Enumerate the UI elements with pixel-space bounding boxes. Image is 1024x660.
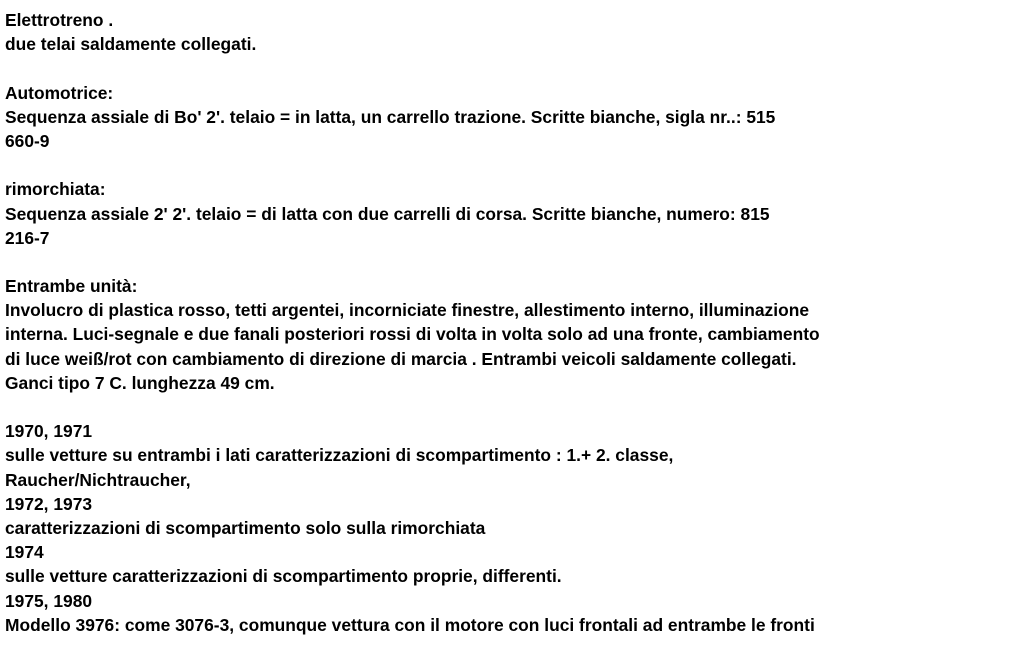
both-units-text-line: interna. Luci-segnale e due fanali posteriori rossi di volta in volta solo ad una fronte, cambiamento <box>5 324 820 345</box>
document-title: Elettrotreno . <box>5 10 114 30</box>
history-text-1970-continued: Raucher/Nichtraucher, <box>5 469 191 490</box>
history-text-1972: caratterizzazioni di scompartimento solo sulla rimorchiata <box>5 517 486 538</box>
trailer-heading: rimorchiata: <box>5 179 106 200</box>
spacer <box>5 395 1021 419</box>
spacer <box>5 250 1021 274</box>
motor-car-description-continued: 660-9 <box>5 130 50 151</box>
trailer-description: Sequenza assiale 2' 2'. telaio = di latta con due carrelli di corsa. Scritte bianche, numero: 815 <box>5 203 770 224</box>
document-body <box>5 8 1021 637</box>
year-heading-1972: 1972, 1973 <box>5 493 93 514</box>
year-heading-1974: 1974 <box>5 542 44 563</box>
year-heading-1970: 1970, 1971 <box>5 421 93 442</box>
both-units-text-line: Ganci tipo 7 C. lunghezza 49 cm. <box>5 372 275 393</box>
spacer <box>5 56 1021 80</box>
both-units-text-line: di luce weiß/rot con cambiamento di direzione di marcia . Entrambi veicoli saldamente collegati. <box>5 348 797 369</box>
document-subtitle: due telai saldamente collegati. <box>5 34 257 55</box>
both-units-text-line: Involucro di plastica rosso, tetti argentei, incorniciate finestre, allestimento interno, illuminazione <box>5 300 810 321</box>
spacer <box>5 153 1021 177</box>
both-units-heading: Entrambe unità: <box>5 276 138 297</box>
history-text-1975: Modello 3976: come 3076-3, comunque vettura con il motore con luci frontali ad entrambe le fronti <box>5 614 815 635</box>
motor-car-heading: Automotrice: <box>5 82 114 103</box>
year-heading-1975: 1975, 1980 <box>5 590 93 611</box>
history-text-1970: sulle vetture su entrambi i lati caratterizzazioni di scompartimento : 1.+ 2. classe, <box>5 445 674 466</box>
motor-car-description: Sequenza assiale di Bo' 2'. telaio = in latta, un carrello trazione. Scritte bianche, sigla nr..: 515 <box>5 106 776 127</box>
history-text-1974: sulle vetture caratterizzazioni di scompartimento proprie, differenti. <box>5 566 562 587</box>
trailer-description-continued: 216-7 <box>5 227 50 248</box>
